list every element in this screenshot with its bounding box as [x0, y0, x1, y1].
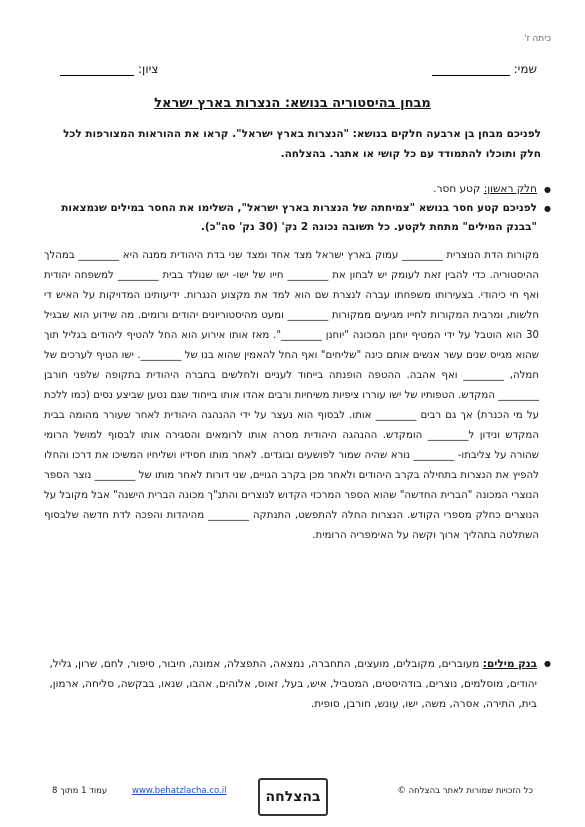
part-one-title: חלק ראשון: — [483, 183, 537, 195]
page-title: מבחן בהיסטוריה בנושא: הנצרות בארץ ישראל — [154, 96, 431, 111]
passage-paragraph: מקורות הדת הנוצרית ________ עמוק בארץ ישראל מצד אחד ומצד שני בדת היהודית ממנה היא ________ במהלך ההיסטוריה. כדי להבין זאת לעומק יש לבחון את ________ חייו של ישו- ישו שנולד בבית ________ למשפחה יהודית ואף חי כיהודי. בצעירותו משפחתו עברה לנצרת שם הוא למד את מקצוע הנגרות. ידיעותינו המדויקות על האיש די חלשות, ומרבית המקורות לחייו מגיעים ממקורות ________ ומעט מהיסטוריונים יהודים ורומים. מה שידוע הוא שבגיל 30 הוא הוטבל על ידי המטיף יוחנן המכונה "יוחנן ________". מאז אותו אירוע הוא החל להטיף ליהודים בגליל תוך שהוא מגייס שנים עשר אנשים אותם כינה "שליחים" ואף החל להאמין שהוא בנו של ________. ישו הטיף לערכים של חמלה, ________ ואף אהבה. ההטפה הופנתה בייחוד לעניים ולחלשים בחברה היהודית בתקופה שלפני חורבן ________ המקדש. הטפותיו של ישו עוררו ציפיות משיחיות ורבים אהדו אותו בייחוד שגם נטען שביצע נסים (כמו ללכת על מי הכנרת) אך גם רבים ________ אותו. לבסוף הוא נעצר על ידי ההנהגה היהודית לאחר שעורר מהומה בבית המקדש ונידון ל________ הומקדש. ההנהגה היהודית מסרה אותו לרומאים והסגירה אותו לבסוף למושל הרומי שהורה על צליבתו- ________ נורא שהיה שמור לפושעים ובוגדים. לאחר מותו חסידיו ושליחיו המשיכו את דרכו והחלו להפיץ את הנצרות בתחילה בקרב היהודים ולאחר מכן בקרב הגויים, שני דורות לאחר מותו של ________ נוצר הספר הנוצרי המכונה "הברית החדשה" שהוא הספר המרכזי הקדוש לנוצרים והתנ"ך מכונה הברית הישנה" אבל מקובל על הנוצרים כחלק מספרי הקודש. הנצרות החלה להתפשט, התנתקה ________ מהיהדות והפכה לדת חדשה שלבסוף השתלטה בתהליך ארוך וקשה על האימפריה הרומית. — [44, 250, 539, 541]
intro-text: לפניכם מבחן בן ארבעה חלקים בנושא: "הנצרות בארץ ישראל". קראו את ההוראות המצורפות לכל חלק ותוכלו להתמודד עם כל קושי או אתגר. בהצלחה. — [63, 128, 541, 160]
part-one-section — [44, 180, 551, 237]
page-number: עמוד 1 מתוך 8 — [52, 786, 108, 796]
passage-text — [44, 246, 539, 546]
word-bank-heading: בנק מילים: — [482, 658, 537, 670]
word-bank — [44, 654, 551, 714]
page-footer — [0, 776, 585, 816]
score-field[interactable] — [60, 58, 158, 76]
part-one-heading — [44, 180, 551, 199]
name-label: שמי: — [513, 62, 537, 76]
score-label: ציון: — [138, 62, 159, 76]
word-bank-words: מעוברים, מקובלים, מועצים, התחברה, נמצאה, התפצלה, אמונה, חיבור, סיפור, לחם, שרון, גליל, יהודים, מוסלמים, נוצרים, בודהיסטים, המטביל, איש, בעל, זאוס, אלוהים, אהבו, שנאו, בבקשה, סליחה, ארמון, בית, התירה, אסרה, משה, ישו, עונש, חורבן, סופית. — [49, 658, 537, 710]
student-fields — [60, 58, 537, 76]
part-one-subtitle: קטע חסר. — [433, 183, 481, 195]
word-bank-item — [44, 654, 551, 714]
site-link[interactable]: www.behatzlacha.co.il — [132, 786, 227, 796]
copyright-text: כל הזכויות שמורות לאתר בהצלחה © — [397, 786, 533, 796]
part-one-instruction: ● לפניכם קטע חסר בנושא "צמיחתה של הנצרות בארץ ישראל", השלימו את החסר במילים שנמצאות "בבנק המילים" מתחת לקטע. כל תשובה נכונה 2 נק' (30 נק' סה"כ). — [44, 199, 551, 237]
score-line[interactable] — [60, 61, 134, 76]
site-logo: בהצלחה — [258, 778, 328, 816]
grade-label: כיתה ז' — [523, 34, 551, 44]
name-field[interactable] — [432, 58, 537, 76]
name-line[interactable] — [432, 61, 510, 76]
